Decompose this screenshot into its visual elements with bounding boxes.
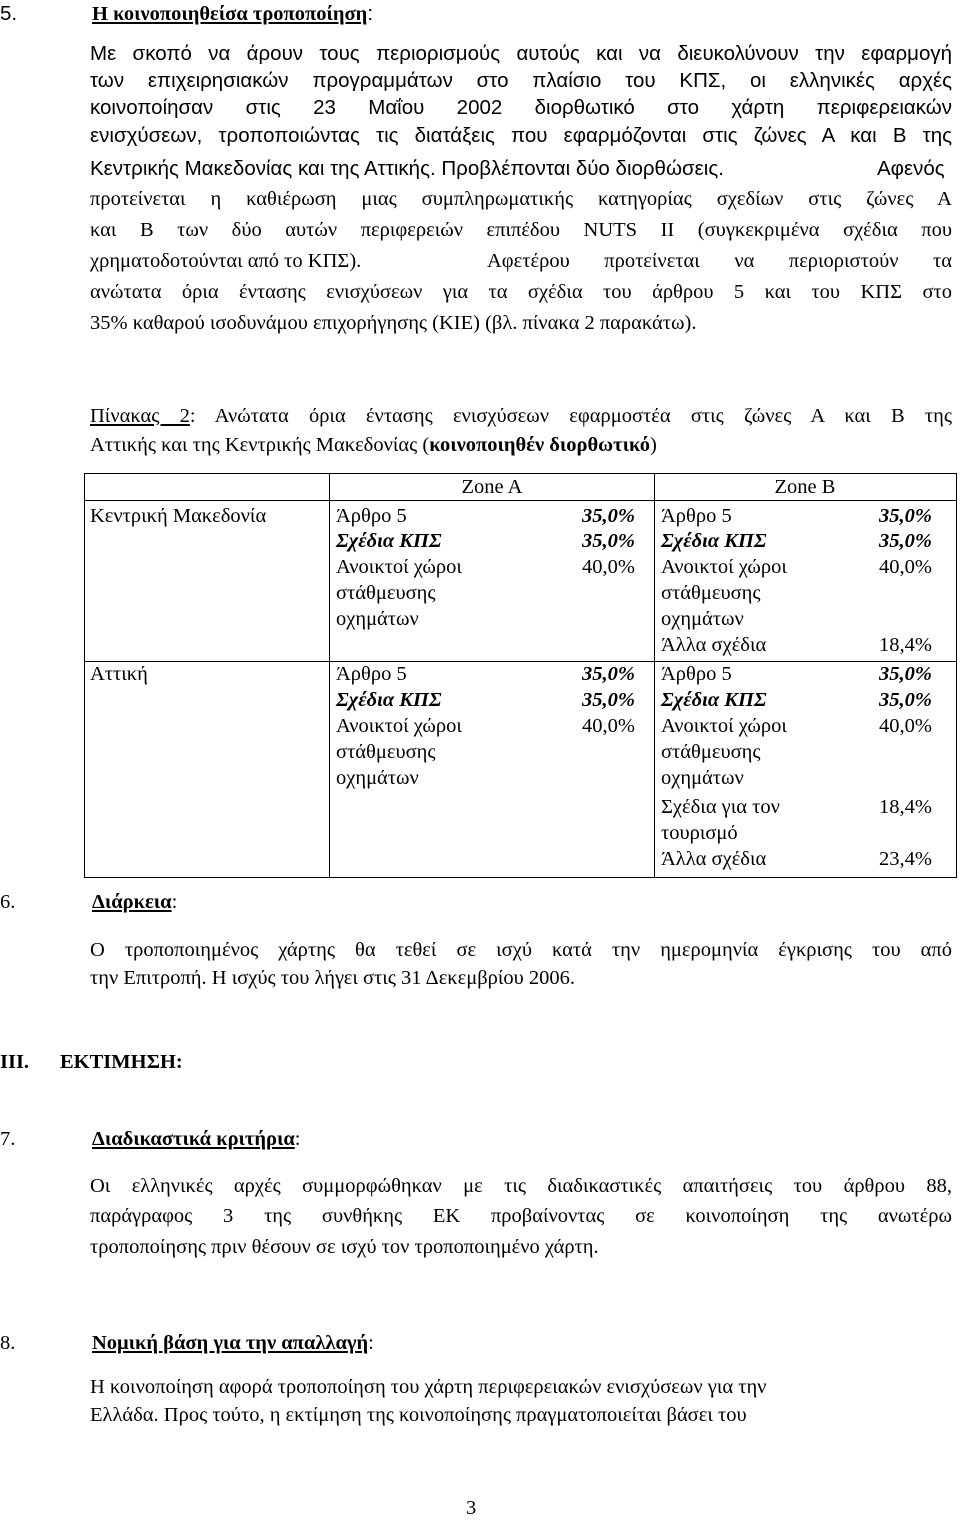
row-label: Άρθρο 5 (336, 663, 407, 685)
row-label: Άρθρο 5 (661, 663, 732, 685)
paragraph-line: Αφενός (877, 157, 945, 180)
row-value: 23,4% (879, 848, 932, 870)
section-7-line: Οι ελληνικές αρχές συμμορφώθηκαν με τις διαδικαστικές απαιτήσεις του άρθρου 88, (90, 1175, 952, 1197)
table-caption-line-2 (90, 434, 657, 457)
section-6-line: Ο τροποποιημένος χάρτης θα τεθεί σε ισχύ κατά την ημερομηνία έγκρισης του από (90, 939, 952, 961)
table-caption-label: Πίνακας 2 (90, 405, 190, 427)
row-value: 18,4% (879, 796, 932, 818)
row-label: Άλλα σχέδια (661, 848, 767, 870)
section-8-number: 8. (0, 1332, 16, 1354)
section-8-heading (92, 1332, 374, 1355)
row-label: Σχέδια ΚΠΣ (336, 530, 442, 552)
section-5-colon: : (367, 2, 374, 25)
paragraph-line: 35% καθαρού ισοδυνάμου επιχορήγησης (ΚΙΕ) (βλ. πίνακα 2 παρακάτω). (90, 312, 697, 334)
row-label: Άλλα σχέδια (661, 634, 767, 656)
row-value: 35,0% (582, 530, 635, 552)
table-caption-bold: κοινοποιηθέν διορθωτικό (429, 434, 650, 456)
section-5-number: 5. (0, 2, 18, 25)
section-iii-number: ΙΙΙ. (0, 1051, 30, 1073)
section-iii-heading: ΕΚΤΙΜΗΣΗ: (60, 1051, 183, 1073)
row-label: στάθμευσης (336, 582, 436, 604)
section-5-heading-text: Η κοινοποιηθείσα τροποποίηση (92, 3, 368, 25)
row-value: 18,4% (879, 634, 932, 656)
section-8-line: Η κοινοποίηση αφορά τροποποίηση του χάρτη περιφερειακών ενισχύσεων για την (90, 1376, 767, 1398)
table-rule (84, 500, 956, 501)
paragraph-line: προτείνεται η καθιέρωση μιας συμπληρωματικής κατηγορίας σχεδίων στις ζώνες Α (90, 188, 952, 210)
row-label: οχημάτων (336, 767, 419, 789)
paragraph-line: και Β των δύο αυτών περιφερειών επιπέδου NUTS II (συγκεκριμένα σχέδια που (90, 219, 952, 241)
row-value: 35,0% (879, 530, 932, 552)
row-label: στάθμευσης (661, 582, 761, 604)
row-label: στάθμευσης (336, 741, 436, 763)
row-value: 35,0% (582, 689, 635, 711)
table-rule (329, 473, 330, 877)
zone-a-header: Zone A (461, 476, 523, 498)
row-value: 35,0% (879, 505, 932, 527)
row-value: 40,0% (582, 715, 635, 737)
row-label: οχημάτων (336, 608, 419, 630)
row-value: 35,0% (879, 663, 932, 685)
section-6-line: την Επιτροπή. Η ισχύς του λήγει στις 31 Δεκεμβρίου 2006. (90, 967, 576, 989)
paragraph-line: Αφετέρου προτείνεται να περιοριστούν τα (487, 250, 952, 272)
row-label: Άρθρο 5 (336, 505, 407, 527)
zone-b-header: Zone B (774, 476, 836, 498)
section-7-heading-text: Διαδικαστικά κριτήρια (92, 1128, 295, 1150)
section-7-line: παράγραφος 3 της συνθήκης ΕΚ προβαίνοντας σε κοινοποίηση της ανωτέρω (90, 1205, 952, 1227)
paragraph-line: κοινοποίησαν στις 23 Μαΐου 2002 διορθωτικό στο χάρτη περιφερειακών (90, 96, 952, 119)
row-value: 40,0% (582, 556, 635, 578)
row-value: 40,0% (879, 715, 932, 737)
section-8-colon: : (368, 1332, 374, 1354)
row-value: 40,0% (879, 556, 932, 578)
row-value: 35,0% (582, 505, 635, 527)
section-6-colon: : (171, 891, 178, 913)
region-name: Αττική (90, 663, 148, 685)
section-6-heading (92, 891, 177, 914)
section-8-heading-text: Νομική βάση για την απαλλαγή (92, 1332, 369, 1354)
row-label: Άρθρο 5 (661, 505, 732, 527)
page-number: 3 (466, 1497, 477, 1519)
section-7-heading (92, 1128, 300, 1151)
table-caption-text: Αττικής και της Κεντρικής Μακεδονίας ( (90, 434, 430, 456)
region-name: Κεντρική Μακεδονία (90, 505, 267, 527)
paragraph-line: ανώτατα όρια έντασης ενισχύσεων για τα σχέδια του άρθρου 5 και του ΚΠΣ στο (90, 281, 952, 303)
section-7-number: 7. (0, 1128, 16, 1150)
row-label: Σχέδια ΚΠΣ (336, 689, 442, 711)
table-caption-text: : Ανώτατα όρια έντασης ενισχύσεων εφαρμοστέα στις ζώνες Α και Β της (189, 405, 953, 427)
paragraph-line: ενισχύσεων, τροποποιώντας τις διατάξεις που εφαρμόζονται στις ζώνες Α και Β της (90, 124, 952, 147)
section-5-heading (92, 2, 373, 26)
section-6-heading-text: Διάρκεια (92, 891, 172, 913)
table-caption-line-1 (90, 405, 952, 428)
section-7-line: τροποποίησης πριν θέσουν σε ισχύ τον τροποποιημένο χάρτη. (90, 1236, 599, 1258)
row-label: Ανοικτοί χώροι (661, 715, 787, 737)
table-border (84, 473, 957, 878)
table-rule (84, 661, 956, 662)
row-label: στάθμευσης (661, 741, 761, 763)
row-value: 35,0% (582, 663, 635, 685)
row-label: οχημάτων (661, 608, 744, 630)
section-6-number: 6. (0, 891, 16, 913)
paragraph-line: Κεντρικής Μακεδονίας και της Αττικής. Προβλέπονται δύο διορθώσεις. (90, 157, 724, 180)
section-7-colon: : (294, 1128, 301, 1150)
paragraph-line: χρηματοδοτούνται από το ΚΠΣ). (90, 250, 362, 272)
paragraph-line: των επιχειρησιακών προγραμμάτων στο πλαίσιο του ΚΠΣ, οι ελληνικές αρχές (90, 69, 952, 92)
paragraph-line: Με σκοπό να άρουν τους περιορισμούς αυτούς και να διευκολύνουν την εφαρμογή (90, 42, 952, 65)
row-label: οχημάτων (661, 767, 744, 789)
table-rule (654, 473, 655, 877)
row-label: Σχέδια για τον (661, 796, 780, 818)
row-label: Ανοικτοί χώροι (661, 556, 787, 578)
row-label: Ανοικτοί χώροι (336, 556, 462, 578)
table-caption-text: ) (649, 434, 657, 456)
section-8-line: Ελλάδα. Προς τούτο, η εκτίμηση της κοινοποίησης πραγματοποιείται βάσει του (90, 1404, 747, 1426)
row-value: 35,0% (879, 689, 932, 711)
row-label: Σχέδια ΚΠΣ (661, 689, 767, 711)
row-label: τουρισμό (661, 822, 738, 844)
row-label: Σχέδια ΚΠΣ (661, 530, 767, 552)
row-label: Ανοικτοί χώροι (336, 715, 462, 737)
